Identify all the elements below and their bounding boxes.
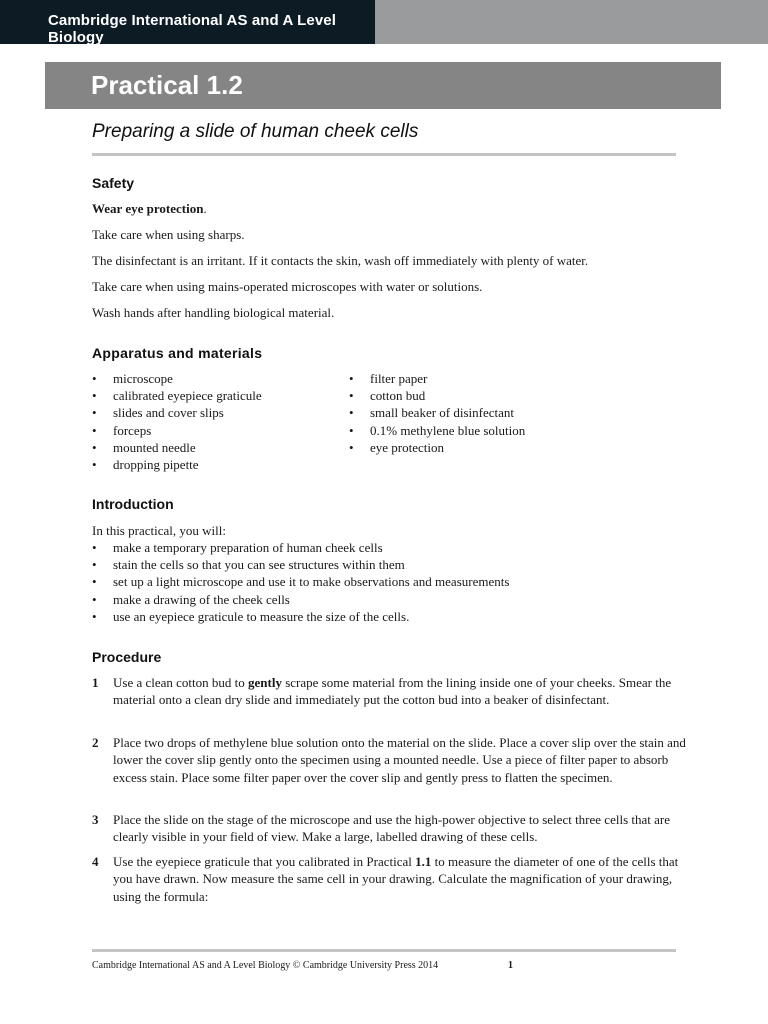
step-number: 3: [92, 812, 99, 827]
footer-copyright: Cambridge International AS and A Level Biology © Cambridge University Press 2014: [92, 960, 439, 971]
procedure-step-2: 2 Place two drops of methylene blue solution onto the material on the slide. Place a cover slip over the stain and lower the cover slip gently onto the specimen using a mounted needle. Use a piece of filter paper to absorb excess stain. Place some filter paper over the cover slip and gently press to flatten the specimen.: [92, 735, 686, 785]
introduction-lead: In this practical, you will:: [92, 523, 226, 538]
step-number: 1: [92, 675, 99, 690]
safety-line: Wash hands after handling biological material.: [92, 305, 335, 320]
safety-line: The disinfectant is an irritant. If it contacts the skin, wash off immediately with plenty of water.: [92, 253, 589, 268]
list-item: • mounted needle: [92, 439, 196, 455]
page-number: 1: [508, 960, 513, 971]
safety-heading: Safety: [92, 175, 135, 191]
list-item: • calibrated eyepiece graticule: [92, 388, 262, 404]
list-item: • cotton bud: [349, 388, 426, 404]
list-item: • set up a light microscope and use it to make observations and measurements: [92, 574, 510, 590]
list-item: • slides and cover slips: [92, 405, 224, 421]
top-bar-title-block: [0, 0, 375, 44]
list-item: • dropping pipette: [92, 457, 199, 473]
list-item: • forceps: [92, 422, 152, 438]
list-item: • filter paper: [349, 371, 428, 386]
apparatus-list-left: [92, 370, 262, 473]
list-item: • make a drawing of the cheek cells: [92, 591, 290, 607]
introduction-list: [92, 539, 509, 625]
step-number: 2: [92, 735, 99, 750]
list-item: • use an eyepiece graticule to measure the size of the cells.: [92, 608, 410, 624]
step-number: 4: [92, 854, 99, 869]
list-item: • stain the cells so that you can see structures within them: [92, 557, 405, 573]
procedure-step-3: 3 Place the slide on the stage of the microscope and use the high-power objective to select three cells that are clearly visible in your field of view. Make a large, labelled drawing of these cells.: [92, 812, 670, 845]
list-item: • small beaker of disinfectant: [349, 405, 515, 421]
introduction-heading: Introduction: [92, 496, 174, 512]
divider-top: [92, 153, 676, 156]
divider-bottom: [92, 949, 676, 952]
list-item: • 0.1% methylene blue solution: [349, 422, 526, 438]
practical-banner: [45, 62, 721, 109]
safety-line: Take care when using mains-operated microscopes with water or solutions.: [92, 279, 483, 294]
footer: [92, 960, 513, 971]
procedure-step-1: 1 Use a clean cotton bud to gently scrape some material from the lining inside one of your cheeks. Smear the material onto a clean dry slide and immediately put the cotton bud into a beaker of disinfectant.: [92, 675, 672, 708]
list-item: • make a temporary preparation of human cheek cells: [92, 540, 383, 555]
practical-subtitle: Preparing a slide of human cheek cells: [92, 121, 419, 142]
apparatus-list-right: [349, 370, 525, 456]
safety-eye-protection-end: .: [203, 201, 207, 216]
safety-eye-protection: [92, 200, 207, 217]
procedure-heading: Procedure: [92, 649, 162, 665]
apparatus-heading: Apparatus and materials: [92, 345, 263, 361]
safety-line: Take care when using sharps.: [92, 227, 245, 242]
list-item: • eye protection: [349, 439, 444, 455]
procedure-step-4: 4 Use the eyepiece graticule that you calibrated in Practical 1.1 to measure the diameter of one of the cells that you have drawn. Now measure the same cell in your drawing. Calculate the magnification of your drawing, using the formula:: [92, 854, 679, 904]
safety-eye-protection-bold: Wear eye protection: [92, 201, 204, 216]
practical-title: Practical 1.2: [91, 70, 243, 100]
book-title: Cambridge International AS and A Level Biology: [48, 12, 337, 46]
list-item: • microscope: [92, 371, 173, 386]
